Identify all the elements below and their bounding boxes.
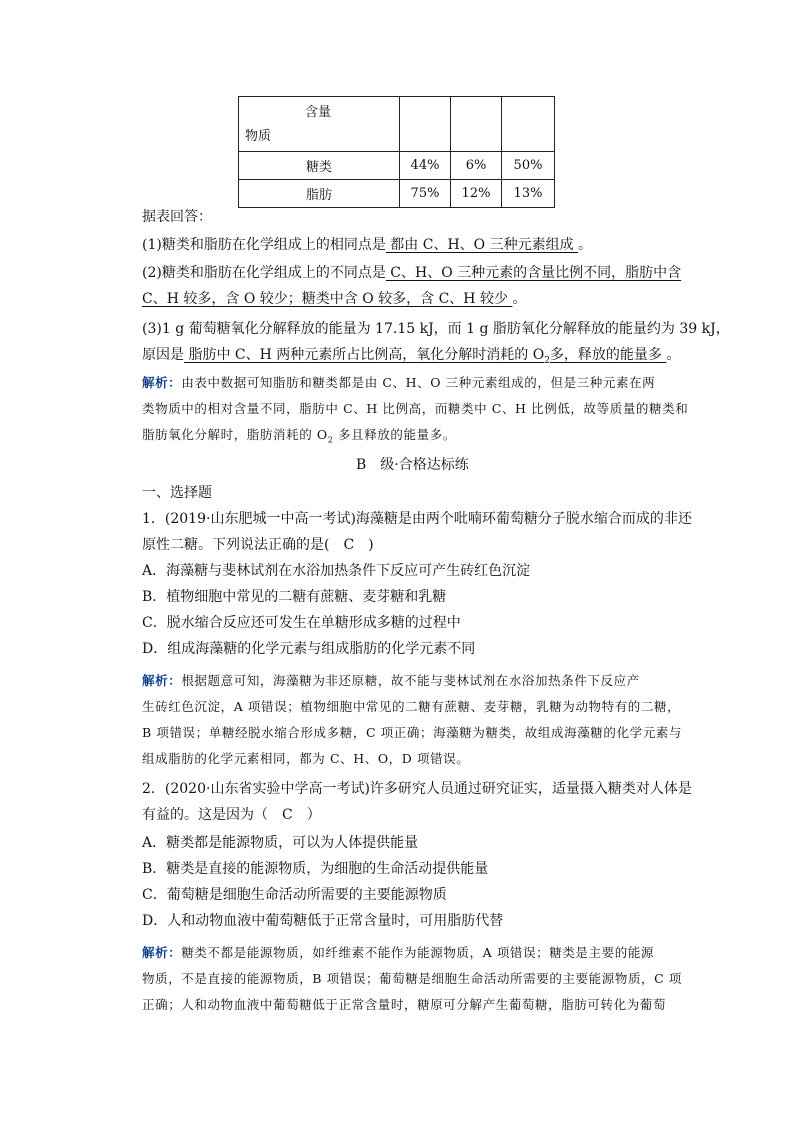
- analysis-block: 解析：根据题意可知，海藻糖为非还原糖，故不能与斐林试剂在水浴加热条件下反应产: [142, 673, 640, 688]
- composition-table: [238, 96, 555, 208]
- mc-question-1: 1．(2019·山东肥城一中高一考试)海藻糖是由两个吡喃环葡萄糖分子脱水缩合而成的非还: [142, 511, 692, 527]
- answer-3: 脂肪中 C、H 两种元素所占比例高，氧化分解时消耗的 $O_2$多，释放的能量多: [184, 347, 667, 366]
- section-title: B 级·合格达标练: [356, 457, 469, 473]
- option-a: A．糖类都是能源物质，可以为人体提供能量: [142, 835, 419, 851]
- answer-1: 都由 C、H、O 三种元素组成: [385, 237, 579, 253]
- question-3: (3)1 g 葡萄糖氧化分解释放的能量为 17.15 kJ，而 1 g 脂肪氧化分解释放的能量约为 39 kJ，: [142, 321, 730, 337]
- table-header-cell: [239, 97, 400, 152]
- question-2: (2)糖类和脂肪在化学组成上的不同点是 C、H、O 三种元素的含量比例不同，脂肪中含: [142, 265, 682, 281]
- option-d: D．人和动物血液中葡萄糖低于正常含量时，可用脂肪代替: [142, 913, 504, 929]
- option-a: A．海藻糖与斐林试剂在水浴加热条件下反应可产生砖红色沉淀: [142, 563, 531, 579]
- option-d: D．组成海藻糖的化学元素与组成脂肪的化学元素不同: [142, 641, 476, 657]
- option-c: C．脱水缩合反应还可发生在单糖形成多糖的过程中: [142, 615, 461, 631]
- header-left-label: 物质: [245, 129, 272, 144]
- table-row: 糖类 44% 6% 50%: [239, 152, 555, 180]
- mc-question-2: 2．(2020·山东省实验中学高一考试)许多研究人员通过研究证实，适量摄入糖类对人体是: [142, 781, 692, 797]
- option-b: B．糖类是直接的能源物质，为细胞的生命活动提供能量: [142, 861, 489, 877]
- table-row: 脂肪 75% 12% 13%: [239, 180, 555, 208]
- question-1: (1)糖类和脂肪在化学组成上的相同点是 都由 C、H、O 三种元素组成 。: [142, 237, 593, 253]
- analysis-block: 解析：由表中数据可知脂肪和糖类都是由 C、H、O 三种元素组成的，但是三种元素在两: [142, 375, 656, 390]
- question-intro: 据表回答：: [142, 209, 212, 225]
- option-c: C．葡萄糖是细胞生命活动所需要的主要能源物质: [142, 887, 447, 903]
- header-top-label: 含量: [305, 105, 332, 120]
- option-b: B．植物细胞中常见的二糖有蔗糖、麦芽糖和乳糖: [142, 589, 447, 605]
- answer-2: C、H、O 三种元素的含量比例不同，脂肪中含: [385, 265, 682, 281]
- section-subtitle: 一、选择题: [142, 485, 212, 501]
- analysis-block: 解析：糖类不都是能源物质，如纤维素不能作为能源物质，A 项错误；糖类是主要的能源: [142, 945, 655, 960]
